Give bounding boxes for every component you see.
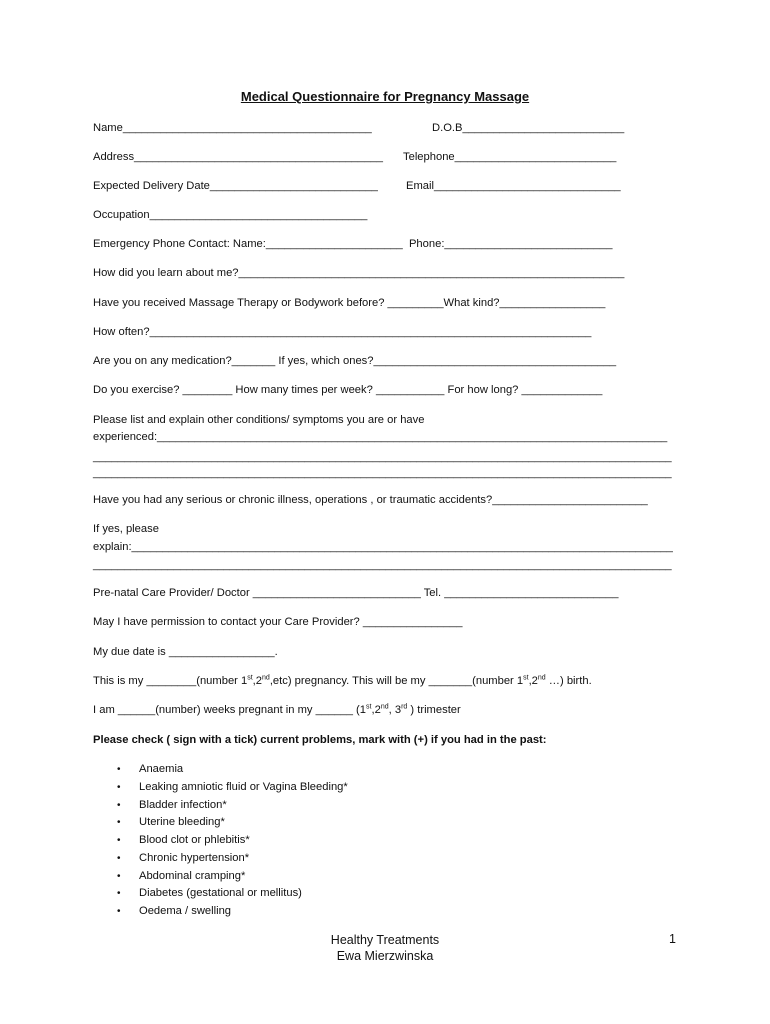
weeks-text-b: ) trimester <box>407 704 461 716</box>
expected-delivery-date-field[interactable]: Expected Delivery Date___________________________ <box>93 180 378 192</box>
bullet-icon: • <box>117 906 121 917</box>
bullet-icon: • <box>117 852 121 864</box>
problem-item[interactable] <box>115 798 348 816</box>
problem-item[interactable] <box>115 815 348 833</box>
explain-label: If yes, please <box>93 523 159 535</box>
comma-two-2: ,2 <box>528 675 538 687</box>
problem-item[interactable] <box>115 886 348 904</box>
problem-item[interactable] <box>115 851 348 869</box>
sup-nd-2: nd <box>537 674 546 682</box>
problem-label: Bladder infection* <box>139 798 227 811</box>
sup-rd: rd <box>401 703 408 711</box>
weeks-pregnant-field[interactable] <box>93 703 461 717</box>
sup-st-2: st <box>523 674 529 682</box>
problem-label: Diabetes (gestational or mellitus) <box>139 887 302 900</box>
name-field[interactable]: Name________________________________________ <box>93 122 372 134</box>
problem-label: Leaking amniotic fluid or Vagina Bleeding* <box>139 780 348 793</box>
sup-nd-3: nd <box>380 703 389 711</box>
problem-item[interactable] <box>115 780 348 798</box>
problem-item[interactable] <box>115 762 348 780</box>
conditions-extra-line-1[interactable]: _____________________________________________________________________________________________ <box>93 451 672 463</box>
sup-st-3: st <box>366 703 372 711</box>
bullet-icon: • <box>117 817 121 829</box>
exercise-field[interactable]: Do you exercise? ________ How many times per week? ___________ For how long? _____________ <box>93 384 603 396</box>
page-title: Medical Questionnaire for Pregnancy Massage <box>240 89 530 104</box>
problem-label: Oedema / swelling <box>139 905 232 917</box>
explain-extra-line[interactable]: _____________________________________________________________________________________________ <box>93 559 672 571</box>
problem-label: Anaemia <box>139 763 184 775</box>
medication-field[interactable]: Are you on any medication?_______ If yes, which ones?_______________________________________ <box>93 355 617 367</box>
telephone-field[interactable]: Telephone__________________________ <box>403 151 617 163</box>
sup-nd-1: nd <box>262 674 270 682</box>
bullet-icon: • <box>117 781 121 793</box>
bullet-icon: • <box>117 799 121 811</box>
bullet-icon: • <box>117 835 121 846</box>
page-number: 1 <box>669 932 676 946</box>
problem-list <box>115 762 348 922</box>
serious-illness-field[interactable]: Have you had any serious or chronic illness, operations , or traumatic accidents?_________________________ <box>93 494 648 506</box>
footer-business-name: Healthy Treatments <box>330 933 440 947</box>
care-provider-field[interactable]: Pre-natal Care Provider/ Doctor ___________________________ Tel. ____________________________ <box>93 587 619 599</box>
comma-two-1: ,2 <box>252 675 263 687</box>
bullet-icon: • <box>117 764 121 775</box>
due-date-field[interactable]: My due date is _________________. <box>93 646 278 658</box>
problem-item[interactable] <box>115 833 348 851</box>
permission-field[interactable]: May I have permission to contact your Care Provider? ________________ <box>93 616 463 628</box>
problem-label: Abdominal cramping* <box>139 869 246 882</box>
conditions-label: Please list and explain other conditions/ symptoms you are or have <box>93 414 425 426</box>
dob-field[interactable]: D.O.B__________________________ <box>432 122 625 134</box>
conditions-extra-line-2[interactable]: _____________________________________________________________________________________________ <box>93 467 672 479</box>
problem-label: Chronic hypertension* <box>139 851 250 864</box>
referral-source-field[interactable]: How did you learn about me?______________________________________________________________ <box>93 267 625 279</box>
conditions-field[interactable]: experienced:__________________________________________________________________________________ <box>93 431 668 443</box>
address-field[interactable]: Address________________________________________ <box>93 151 383 163</box>
comma-two-3: ,2 <box>371 704 381 716</box>
problem-item[interactable] <box>115 904 348 922</box>
bullet-icon: • <box>117 870 121 882</box>
pregnancy-text-c: …) birth. <box>545 675 592 687</box>
footer-owner-name: Ewa Mierzwinska <box>336 949 434 963</box>
bullet-icon: • <box>117 888 121 900</box>
pregnancy-text-a: This is my ________(number 1 <box>93 675 248 687</box>
weeks-text-a: I am ______(number) weeks pregnant in my ______ (1 <box>93 704 367 716</box>
pregnancy-number-field[interactable] <box>93 674 592 688</box>
sup-st-1: st <box>247 674 253 682</box>
email-field[interactable]: Email______________________________ <box>406 180 621 192</box>
problem-label: Uterine bleeding* <box>139 816 225 829</box>
emergency-contact-field[interactable]: Emergency Phone Contact: Name:______________________ Phone:___________________________ <box>93 238 613 250</box>
occupation-field[interactable]: Occupation___________________________________ <box>93 209 368 221</box>
footer <box>0 932 770 964</box>
problem-label: Blood clot or phlebitis* <box>139 834 250 846</box>
explain-field[interactable]: explain:_______________________________________________________________________________________ <box>93 541 673 553</box>
massage-frequency-field[interactable]: How often?_______________________________________________________________________ <box>93 326 592 338</box>
massage-history-field[interactable]: Have you received Massage Therapy or Bodywork before? _________What kind?_________________ <box>93 297 606 309</box>
check-instructions: Please check ( sign with a tick) current problems, mark with (+) if you had in the past: <box>93 734 547 746</box>
pregnancy-text-b: ,etc) pregnancy. This will be my _______(number 1 <box>269 675 524 687</box>
problem-item[interactable] <box>115 869 348 887</box>
comma-three: , 3 <box>388 704 402 716</box>
